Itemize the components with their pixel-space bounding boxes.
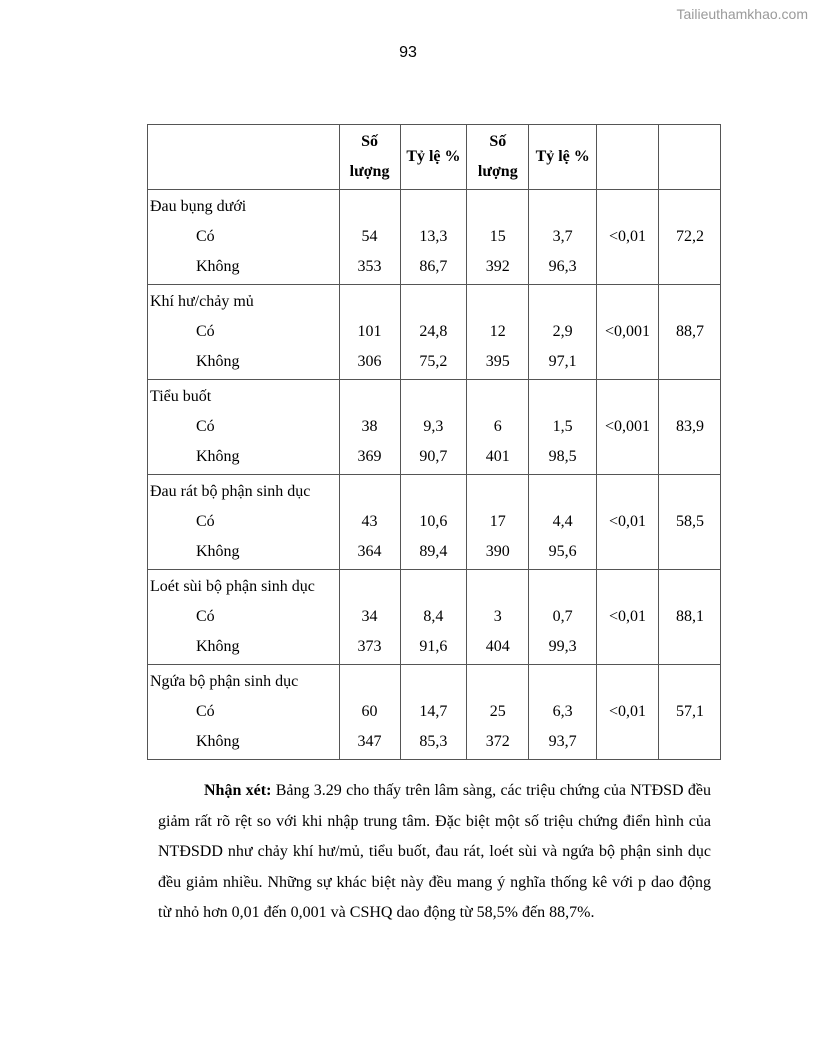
value-n2: 6	[493, 418, 502, 435]
value-n2: 25	[489, 703, 506, 720]
value-cell-p1	[400, 475, 467, 570]
value-cell-n2	[467, 475, 529, 570]
p-value: <0,01	[609, 608, 647, 625]
page-number: 93	[399, 44, 417, 61]
p-value: <0,01	[609, 228, 647, 245]
cshq-value: 57,1	[676, 703, 704, 720]
p-value: <0,001	[605, 323, 651, 340]
value-cell-p2	[529, 475, 597, 570]
p-value-cell	[597, 475, 659, 570]
p-value-cell	[597, 665, 659, 760]
value-n2: 17	[489, 513, 506, 530]
p-value-cell	[597, 380, 659, 475]
header-rate-after: Tỷ lệ %	[529, 125, 597, 190]
value-cell-n2	[467, 570, 529, 665]
value-p1: 90,7	[419, 448, 448, 465]
value-n1: 54	[361, 228, 378, 245]
value-cell-n1	[339, 380, 400, 475]
value-cell-n1	[339, 570, 400, 665]
p-value: <0,01	[609, 513, 647, 530]
value-p1: 75,2	[419, 353, 448, 370]
header-p	[597, 125, 659, 190]
value-p2: 95,6	[548, 543, 577, 560]
value-cell-n2	[467, 665, 529, 760]
value-p1: 14,7	[419, 703, 448, 720]
symptom-cell	[148, 190, 340, 285]
value-n2: 372	[485, 733, 510, 750]
row-label: Có	[196, 608, 215, 625]
row-label: Có	[196, 228, 215, 245]
value-n1: 38	[361, 418, 378, 435]
value-n2: 404	[485, 638, 510, 655]
symptom-label: Đau bụng dưới	[150, 198, 247, 215]
symptom-label: Đau rát bộ phận sinh dục	[150, 483, 311, 500]
watermark-text: Tailieuthamkhao.com	[676, 6, 808, 22]
value-p1: 9,3	[423, 418, 444, 435]
row-label: Có	[196, 513, 215, 530]
value-n2: 12	[489, 323, 506, 340]
row-label: Có	[196, 703, 215, 720]
cshq-cell	[659, 380, 721, 475]
table-row	[148, 570, 721, 665]
row-label: Không	[196, 733, 240, 750]
value-cell-p2	[529, 285, 597, 380]
value-n2: 15	[489, 228, 506, 245]
value-cell-n1	[339, 475, 400, 570]
symptom-label: Tiểu buốt	[150, 388, 212, 405]
value-cell-p1	[400, 190, 467, 285]
value-p2: 0,7	[552, 608, 573, 625]
value-p1: 13,3	[419, 228, 448, 245]
value-p1: 10,6	[419, 513, 448, 530]
p-value-cell	[597, 285, 659, 380]
p-value: <0,001	[605, 418, 651, 435]
value-p2: 6,3	[552, 703, 573, 720]
cshq-value: 88,7	[676, 323, 704, 340]
value-p2: 3,7	[552, 228, 573, 245]
value-cell-p1	[400, 665, 467, 760]
value-n2: 3	[493, 608, 502, 625]
value-cell-n1	[339, 665, 400, 760]
table-row	[148, 475, 721, 570]
value-p1: 85,3	[419, 733, 448, 750]
p-value: <0,01	[609, 703, 647, 720]
symptom-cell	[148, 475, 340, 570]
value-n1: 101	[357, 323, 382, 340]
value-p2: 4,4	[552, 513, 573, 530]
value-n2: 392	[485, 258, 510, 275]
value-p1: 91,6	[419, 638, 448, 655]
cshq-cell	[659, 285, 721, 380]
table-row	[148, 665, 721, 760]
value-cell-n2	[467, 380, 529, 475]
cshq-cell	[659, 475, 721, 570]
cshq-cell	[659, 665, 721, 760]
value-n1: 373	[357, 638, 382, 655]
value-p1: 86,7	[419, 258, 448, 275]
value-cell-p2	[529, 570, 597, 665]
value-n1: 353	[357, 258, 382, 275]
row-label: Có	[196, 323, 215, 340]
value-n1: 43	[361, 513, 378, 530]
p-value-cell	[597, 190, 659, 285]
symptom-label: Loét sùi bộ phận sinh dục	[150, 578, 315, 595]
header-count-after: Số lượng	[467, 125, 529, 190]
value-n1: 369	[357, 448, 382, 465]
value-p2: 2,9	[552, 323, 573, 340]
value-p2: 93,7	[548, 733, 577, 750]
value-n2: 395	[485, 353, 510, 370]
value-p2: 96,3	[548, 258, 577, 275]
value-cell-p2	[529, 665, 597, 760]
row-label: Không	[196, 638, 240, 655]
header-cshq	[659, 125, 721, 190]
cshq-value: 83,9	[676, 418, 704, 435]
value-p1: 8,4	[423, 608, 444, 625]
row-label: Không	[196, 258, 240, 275]
value-n1: 34	[361, 608, 378, 625]
value-cell-n2	[467, 190, 529, 285]
value-n2: 401	[485, 448, 510, 465]
value-p2: 98,5	[548, 448, 577, 465]
value-cell-p1	[400, 570, 467, 665]
value-n1: 364	[357, 543, 382, 560]
value-cell-p2	[529, 380, 597, 475]
value-p2: 1,5	[552, 418, 573, 435]
remarks-text: Bảng 3.29 cho thấy trên lâm sàng, các triệu chứng của NTĐSD đều giảm rất rõ rệt so với khi nhập trung tâm. Đặc biệt một số triệu chứng điển hình của NTĐSDD như chảy khí hư/mủ, tiểu buốt, đau rát, loét sùi và ngứa bộ phận sinh dục đều giảm nhiều. Những sự khác biệt này đều mang ý nghĩa thống kê với p dao động từ nhỏ hơn 0,01 đến 0,001 và CSHQ dao động từ 58,5% đến 88,7%.	[158, 782, 712, 921]
symptom-cell	[148, 665, 340, 760]
value-cell-n1	[339, 190, 400, 285]
header-blank	[148, 125, 340, 190]
value-cell-p1	[400, 380, 467, 475]
cshq-cell	[659, 570, 721, 665]
value-p2: 97,1	[548, 353, 577, 370]
table-row	[148, 380, 721, 475]
table-row	[148, 190, 721, 285]
symptoms-table	[147, 124, 721, 760]
symptom-cell	[148, 570, 340, 665]
symptom-label: Ngứa bộ phận sinh dục	[150, 673, 299, 690]
value-p1: 24,8	[419, 323, 448, 340]
remarks-paragraph	[158, 776, 711, 929]
symptom-cell	[148, 285, 340, 380]
value-n1: 60	[361, 703, 378, 720]
symptom-cell	[148, 380, 340, 475]
value-cell-n1	[339, 285, 400, 380]
header-rate-before: Tỷ lệ %	[400, 125, 467, 190]
row-label: Không	[196, 543, 240, 560]
row-label: Có	[196, 418, 215, 435]
value-p2: 99,3	[548, 638, 577, 655]
cshq-value: 72,2	[676, 228, 704, 245]
value-n1: 347	[357, 733, 382, 750]
symptom-label: Khí hư/chảy mủ	[150, 293, 254, 310]
p-value-cell	[597, 570, 659, 665]
value-cell-p1	[400, 285, 467, 380]
remarks-label: Nhận xét:	[204, 782, 272, 799]
value-n2: 390	[485, 543, 510, 560]
table-row	[148, 285, 721, 380]
table-header-row	[148, 125, 721, 190]
cshq-value: 58,5	[676, 513, 704, 530]
value-n1: 306	[357, 353, 382, 370]
cshq-value: 88,1	[676, 608, 704, 625]
value-cell-p2	[529, 190, 597, 285]
value-p1: 89,4	[419, 543, 448, 560]
value-cell-n2	[467, 285, 529, 380]
header-count-before: Số lượng	[339, 125, 400, 190]
row-label: Không	[196, 353, 240, 370]
cshq-cell	[659, 190, 721, 285]
row-label: Không	[196, 448, 240, 465]
